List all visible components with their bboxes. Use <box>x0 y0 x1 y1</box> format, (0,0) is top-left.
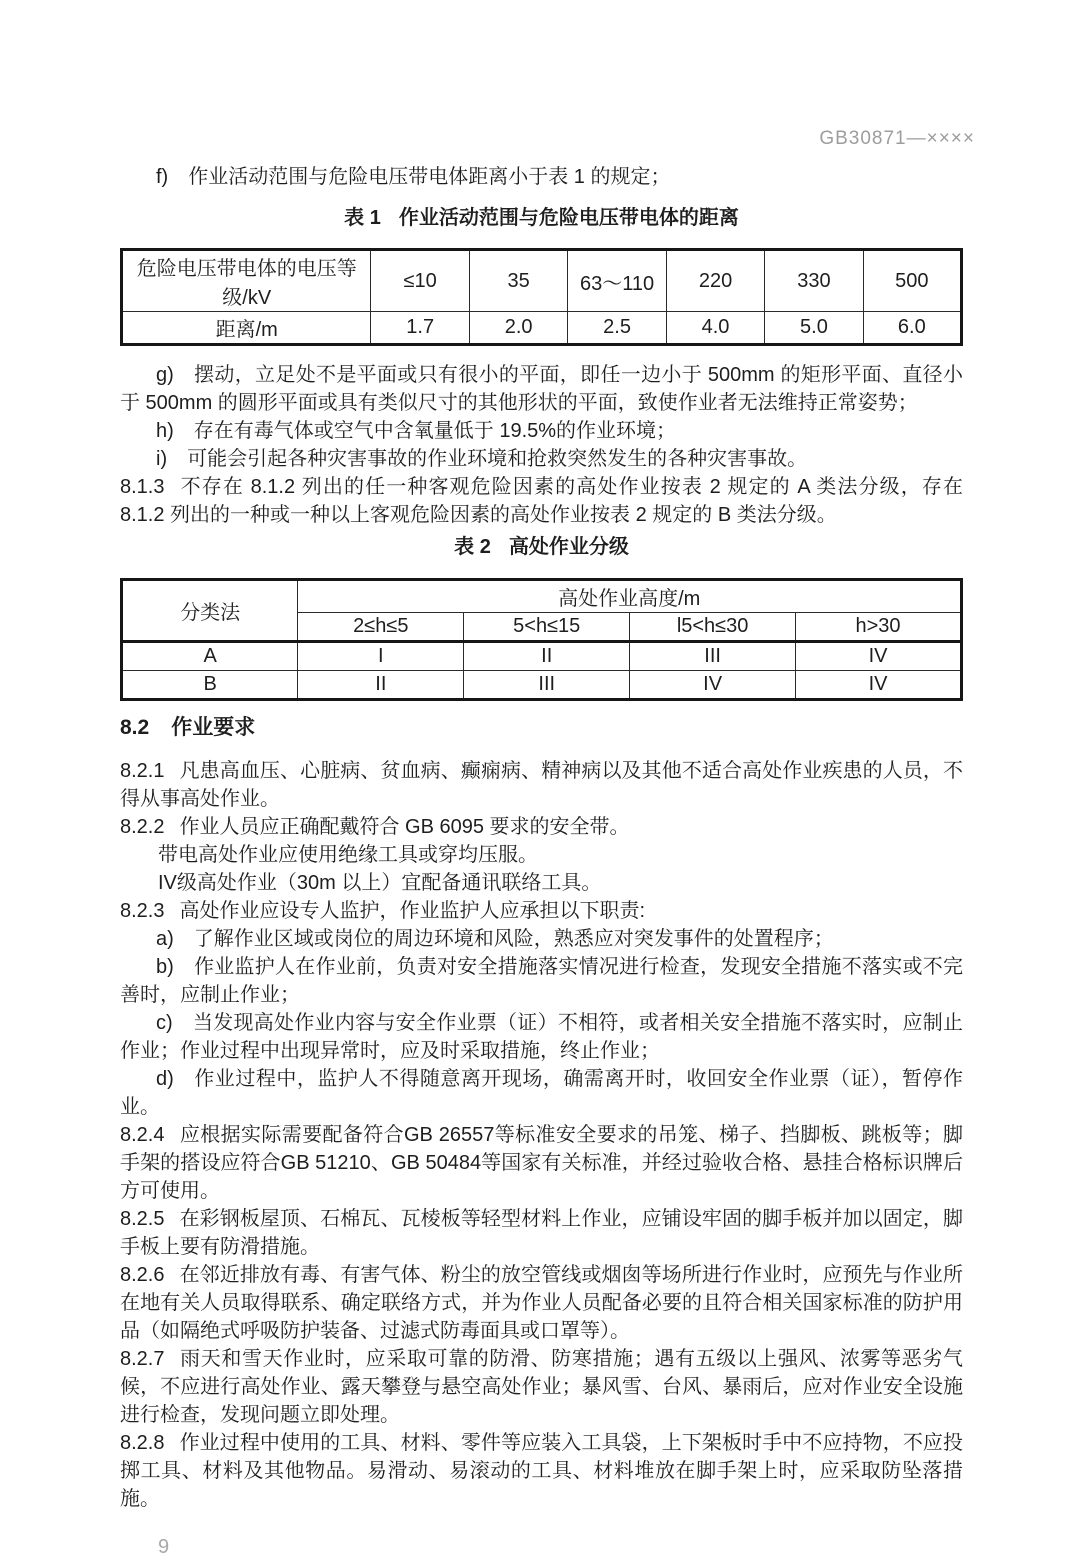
section-text: 在邻近排放有毒、有害气体、粉尘的放空管线或烟囱等场所进行作业时，应预先与作业所在地有关人员取得联系、确定联络方式，并为作业人员配备必要的且符合相关国家标准的防护用品（如隔绝式呼吸防护装备、过滤式防毒面具或口罩等）。 <box>120 1264 963 1342</box>
table1-number: 表 1 <box>344 207 381 229</box>
item-label: a) <box>156 928 174 950</box>
table-cell: h>30 <box>796 613 962 642</box>
section-8-2-1 <box>120 757 963 813</box>
list-item-h <box>120 417 963 445</box>
item-text: 了解作业区域或岗位的周边环境和风险，熟悉应对突发事件的处置程序； <box>193 928 834 950</box>
table-cell: 63～110 <box>568 250 666 312</box>
section-number: 8.2.8 <box>120 1432 165 1454</box>
list-item-g <box>120 361 963 417</box>
item-label: i) <box>156 448 168 470</box>
table2-title-text: 高处作业分级 <box>508 536 629 558</box>
item-label: c) <box>156 1012 173 1034</box>
table-cell: II <box>298 671 464 700</box>
list-item-c <box>120 1009 963 1065</box>
table-row <box>122 671 962 700</box>
section-number: 8.2.6 <box>120 1264 165 1286</box>
table-cell: 35 <box>469 250 567 312</box>
table1-title <box>120 204 963 232</box>
table-cell: 5.0 <box>765 312 863 345</box>
item-text: 当发现高处作业内容与安全作业票（证）不相符，或者相关安全措施不落实时，应制止作业；作业过程中出现异常时，应及时采取措施，终止作业； <box>120 1012 963 1062</box>
doc-code: GB30871—×××× <box>819 128 975 149</box>
section-number: 8.2.2 <box>120 816 165 838</box>
table-cell-row-label: B <box>122 671 298 700</box>
table2-number: 表 2 <box>454 536 491 558</box>
item-text: 作业监护人在作业前，负责对安全措施落实情况进行检查，发现安全措施不落实或不完善时，应制止作业； <box>120 956 963 1006</box>
section-text: 应根据实际需要配备符合GB 26557等标准安全要求的吊笼、梯子、挡脚板、跳板等；脚手架的搭设应符合GB 51210、GB 50484等国家有关标准，并经过验收合格、悬挂合格标识牌后方可使用。 <box>120 1124 963 1202</box>
table2-title <box>120 533 963 561</box>
section-8-1-3 <box>120 473 963 529</box>
section-text: 在彩钢板屋顶、石棉瓦、瓦棱板等轻型材料上作业，应铺设牢固的脚手板并加以固定，脚手板上要有防滑措施。 <box>120 1208 963 1258</box>
section-heading-text: 作业要求 <box>171 716 256 739</box>
item-text: 摆动，立足处不是平面或只有很小的平面，即任一边小于 500mm 的矩形平面、直径小于 500mm 的圆形平面或具有类似尺寸的其他形状的平面，致使作业者无法维持正常姿势； <box>120 364 963 414</box>
section-text: 雨天和雪天作业时，应采取可靠的防滑、防寒措施；遇有五级以上强风、浓雾等恶劣气候，不应进行高处作业、露天攀登与悬空高处作业；暴风雪、台风、暴雨后，应对作业安全设施进行检查，发现问题立即处理。 <box>120 1348 963 1426</box>
section-8-2-2 <box>120 813 963 841</box>
section-number: 8.2.1 <box>120 760 165 782</box>
section-text: 凡患高血压、心脏病、贫血病、癫痫病、精神病以及其他不适合高处作业疾患的人员，不得从事高处作业。 <box>120 760 963 810</box>
table-1 <box>120 248 963 346</box>
list-item-i <box>120 445 963 473</box>
table-cell: 2≤h≤5 <box>298 613 464 642</box>
section-number: 8.2 <box>120 716 150 739</box>
section-8-2-4 <box>120 1121 963 1205</box>
section-number: 8.2.5 <box>120 1208 165 1230</box>
table-cell: 距离/m <box>122 312 371 345</box>
table-cell: I <box>298 642 464 671</box>
table-row <box>122 250 962 312</box>
table-row <box>122 580 962 613</box>
table-row <box>122 642 962 671</box>
table-cell-row-label: A <box>122 642 298 671</box>
table-cell: 危险电压带电体的电压等级/kV <box>122 250 371 312</box>
table-cell: IV <box>796 642 962 671</box>
table-cell: 2.5 <box>568 312 666 345</box>
section-number: 8.2.3 <box>120 900 165 922</box>
list-item-d <box>120 1065 963 1121</box>
section-8-2-8 <box>120 1429 963 1513</box>
section-8-2-5 <box>120 1205 963 1261</box>
table-cell: III <box>630 642 796 671</box>
list-item-b <box>120 953 963 1009</box>
table-cell: III <box>464 671 630 700</box>
table-cell: II <box>464 642 630 671</box>
table-2 <box>120 578 963 701</box>
section-number: 8.2.4 <box>120 1124 165 1146</box>
table-cell: ≤10 <box>371 250 469 312</box>
list-item-f <box>120 163 963 191</box>
table1-title-text: 作业活动范围与危险电压带电体的距离 <box>398 207 739 229</box>
table-cell: l5<h≤30 <box>630 613 796 642</box>
table-cell: 500 <box>863 250 961 312</box>
section-8-2-2-subline: IV级高处作业（30m 以上）宜配备通讯联络工具。 <box>158 872 602 894</box>
section-number: 8.1.3 <box>120 476 165 498</box>
item-text: 可能会引起各种灾害事故的作业环境和抢救突然发生的各种灾害事故。 <box>187 448 808 470</box>
table-cell: 1.7 <box>371 312 469 345</box>
table-cell: 6.0 <box>863 312 961 345</box>
table-cell: IV <box>796 671 962 700</box>
section-text: 不存在 8.1.2 列出的任一种客观危险因素的高处作业按表 2 规定的 A 类法分级，存在 8.1.2 列出的一种或一种以上客观危险因素的高处作业按表 2 规定的 B 类法分级。 <box>120 476 963 526</box>
table-row <box>122 312 962 345</box>
section-number: 8.2.7 <box>120 1348 165 1370</box>
section-text: 高处作业应设专人监护，作业监护人应承担以下职责: <box>179 900 646 922</box>
section-8-2-7 <box>120 1345 963 1429</box>
list-item-a <box>120 925 963 953</box>
item-label: h) <box>156 420 174 442</box>
section-heading-8-2 <box>120 713 963 743</box>
table-cell: 5<h≤15 <box>464 613 630 642</box>
section-text: 作业过程中使用的工具、材料、零件等应装入工具袋，上下架板时手中不应持物，不应投掷工具、材料及其他物品。易滑动、易滚动的工具、材料堆放在脚手架上时，应采取防坠落措施。 <box>120 1432 963 1510</box>
item-label: d) <box>156 1068 174 1090</box>
table-cell: 220 <box>666 250 764 312</box>
table-cell: IV <box>630 671 796 700</box>
item-text: 作业过程中，监护人不得随意离开现场，确需离开时，收回安全作业票（证），暂停作业。 <box>120 1068 963 1118</box>
table-cell: 2.0 <box>469 312 567 345</box>
section-text: 作业人员应正确配戴符合 GB 6095 要求的安全带。 <box>179 816 630 838</box>
section-8-2-2-subline: 带电高处作业应使用绝缘工具或穿均压服。 <box>158 844 538 866</box>
table-cell: 4.0 <box>666 312 764 345</box>
table-cell-classification: 分类法 <box>122 580 298 642</box>
item-text: 存在有毒气体或空气中含氧量低于 19.5%的作业环境； <box>193 420 677 442</box>
section-8-2-3 <box>120 897 963 925</box>
table-cell: 330 <box>765 250 863 312</box>
item-label: f) <box>156 166 169 188</box>
section-8-2-6 <box>120 1261 963 1345</box>
table-cell-span-header: 高处作业高度/m <box>298 580 962 613</box>
item-text: 作业活动范围与危险电压带电体距离小于表 1 的规定； <box>188 166 671 188</box>
item-label: b) <box>156 956 174 978</box>
page-number: 9 <box>158 1536 170 1558</box>
item-label: g) <box>156 364 174 386</box>
